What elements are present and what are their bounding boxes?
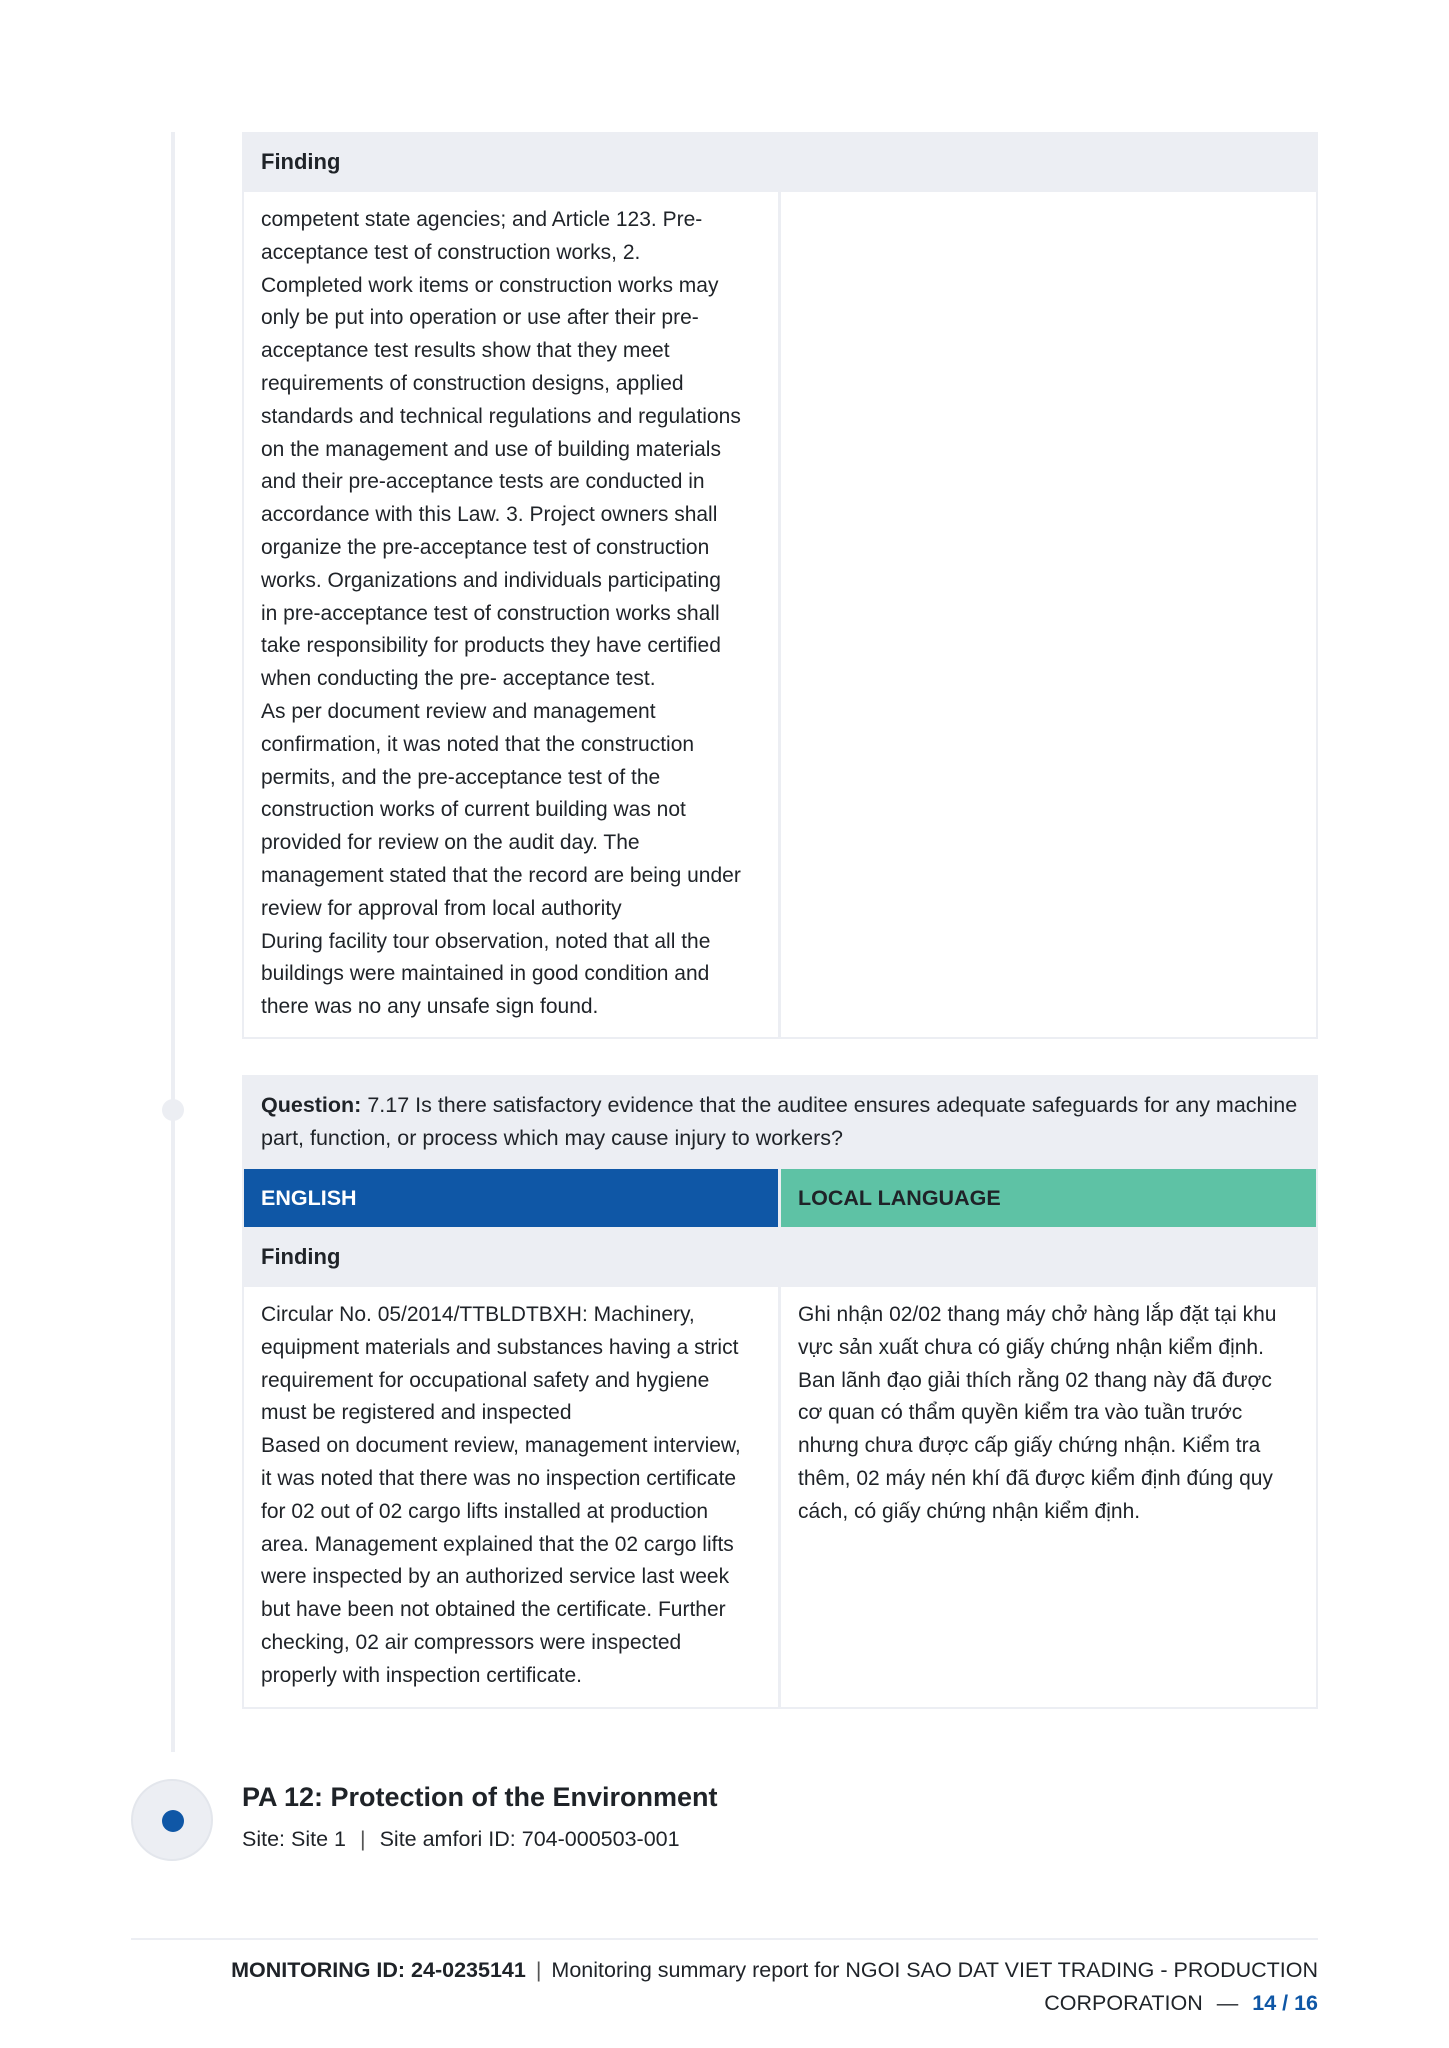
site-amfori-id: Site amfori ID: 704-000503-001 [379, 1827, 680, 1851]
finding-local-text: Ghi nhận 02/02 thang máy chở hàng lắp đặt tại khu vực sản xuất chưa có giấy chứng nhận kiểm định. Ban lãnh đạo giải thích rằng 02 thang này đã được cơ quan có thẩm quyền kiểm tra vào tuần trước nhưng chưa được cấp giấy chứng nhận. Kiểm tra thêm, 02 máy nén khí đã được kiểm định đúng quy cách, có giấy chứng nhận kiểm định. [798, 1303, 1277, 1523]
section-marker-dot [162, 1810, 184, 1832]
page-number: 14 / 16 [1252, 1991, 1318, 2015]
english-header: ENGLISH [244, 1169, 781, 1227]
language-header-row [242, 1169, 1318, 1227]
finding-english-text: competent state agencies; and Article 123. Pre- acceptance test of construction works, 2. Completed work items or construction works may only be put into operation or use after their pre- acceptance test results show that they meet requirements of construction designs, applied standards and technical regulations and regulations on the management and use of building materials and their pre-acceptance tests are conducted in accordance with this Law. 3. Project owners shall organize the pre-acceptance test of construction works. Organizations and individuals participating in pre-acceptance test of construction works shall take responsibility for products they have certified when conducting the pre- acceptance test. As per document review and management confirmation, it was noted that the construction permits, and the pre-acceptance test of the construction works of current building was not provided for review on the audit day. The management stated that the record are being under review for approval from local authority During facility tour observation, noted that all the buildings were maintained in good condition and there was no any unsafe sign found. [244, 192, 781, 1037]
question-text: 7.17 Is there satisfactory evidence that the auditee ensures adequate safeguards for any machine part, function, or process which may cause injury to workers? [261, 1093, 1298, 1150]
finding-label: Finding [261, 149, 341, 174]
finding-local-text [781, 192, 1316, 1037]
finding-row [242, 1287, 1318, 1709]
site-name: Site: Site 1 [242, 1827, 346, 1851]
finding-header [242, 132, 1318, 192]
finding-header [242, 1227, 1318, 1287]
timeline-marker [162, 1099, 184, 1121]
pa-title: PA 12: Protection of the Environment [242, 1782, 718, 1812]
monitoring-id: MONITORING ID: 24-0235141 [231, 1958, 526, 1982]
footer-separator: | [535, 1958, 542, 1982]
page-footer [178, 1954, 1318, 2020]
site-separator: | [359, 1827, 366, 1851]
footer-divider [131, 1938, 1318, 1940]
footer-dash: — [1216, 1991, 1239, 2015]
finding-english-text: Circular No. 05/2014/TTBLDTBXH: Machinery, equipment materials and substances having a strict requirement for occupational safety and hygiene must be registered and inspected Based on document review, management interview, it was noted that there was no inspection certificate for 02 out of 02 cargo lifts installed at production area. Management explained that the 02 cargo lifts were inspected by an authorized service last week but have been not obtained the certificate. Further checking, 02 air compressors were inspected properly with inspection certificate. [244, 1287, 781, 1707]
question-box [242, 1075, 1318, 1169]
section-marker [131, 1779, 213, 1861]
finding-label: Finding [261, 1244, 341, 1269]
question-label: Question: [261, 1093, 362, 1117]
local-language-header: LOCAL LANGUAGE [781, 1169, 1316, 1227]
pa-site-line [242, 1827, 680, 1852]
question-section [242, 1075, 1318, 1709]
finding-row [242, 192, 1318, 1039]
timeline-line [171, 132, 175, 1752]
report-description: Monitoring summary report for NGOI SAO DAT VIET TRADING - PRODUCTION CORPORATION [551, 1958, 1318, 2015]
finding-section-continued [242, 132, 1318, 1039]
